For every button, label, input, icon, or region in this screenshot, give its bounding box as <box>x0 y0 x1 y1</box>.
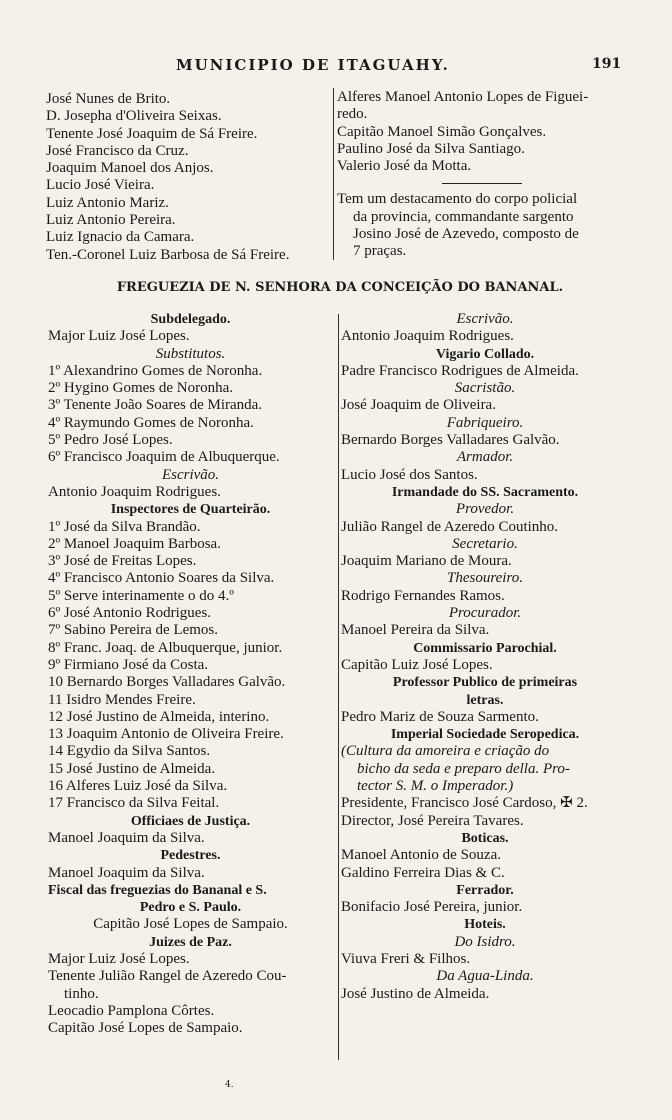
top-right-rule <box>442 183 522 184</box>
section-heading: Pedestres. <box>160 848 221 864</box>
page-number: 191 <box>592 56 622 72</box>
entry-line: 7º Sabino Pereira de Lemos. <box>48 622 219 639</box>
entry-line: Bonifacio José Pereira, junior. <box>341 899 523 916</box>
top-column-divider <box>333 88 334 260</box>
text-line: da provincia, commandante sargento <box>353 208 574 225</box>
section-heading: Inspectores de Quarteirão. <box>110 502 271 518</box>
section-heading: letras. <box>466 692 504 708</box>
role-heading: bicho da seda e preparo della. Pro- <box>357 760 570 777</box>
role-heading: (Cultura da amoreira e criação do <box>341 743 550 760</box>
entry-line: Capitão José Lopes de Sampaio. <box>48 1020 243 1037</box>
role-heading: Thesoureiro. <box>447 570 523 587</box>
top-right-column <box>337 89 627 261</box>
entry-line: Presidente, Francisco José Cardoso, ✠ 2. <box>341 795 588 812</box>
text-line: Tem um destacamento do corpo policial <box>337 191 578 208</box>
entry-line: 3º José de Freitas Lopes. <box>48 553 197 570</box>
main-left-column <box>48 311 333 1037</box>
entry-line: 16 Alferes Luiz José da Silva. <box>48 778 228 795</box>
section-heading: Juizes de Paz. <box>149 934 232 950</box>
text-line: D. Josepha d'Oliveira Seixas. <box>46 108 222 125</box>
role-heading: Fabriqueiro. <box>446 414 524 431</box>
main-right-column <box>341 311 629 1003</box>
entry-line: José Justino de Almeida. <box>341 985 490 1002</box>
role-heading: Sacristão. <box>454 380 516 397</box>
role-heading: Secretario. <box>452 535 518 552</box>
section-title: FREGUEZIA DE N. SENHORA DA CONCEIÇÃO DO BANANAL. <box>116 280 564 295</box>
entry-line: Julião Rangel de Azeredo Coutinho. <box>341 518 559 535</box>
entry-line: Antonio Joaquim Rodrigues. <box>48 483 221 500</box>
entry-line: Leocadio Pamplona Côrtes. <box>48 1002 215 1019</box>
entry-line: 13 Joaquim Antonio de Oliveira Freire. <box>48 726 284 743</box>
entry-line: 5º Serve interinamente o do 4.º <box>48 587 234 604</box>
section-heading: Officiaes de Justiça. <box>130 813 251 829</box>
entry-line: Padre Francisco Rodrigues de Almeida. <box>341 362 579 379</box>
entry-line: José Joaquim de Oliveira. <box>341 397 496 414</box>
entry-line: 2º Manoel Joaquim Barbosa. <box>48 535 221 552</box>
text-line: Luiz Antonio Mariz. <box>46 194 169 211</box>
role-heading: Armador. <box>456 449 514 466</box>
entry-line: Manoel Pereira da Silva. <box>341 622 490 639</box>
entry-line: 10 Bernardo Borges Valladares Galvão. <box>48 674 286 691</box>
entry-line: Manoel Joaquim da Silva. <box>48 864 205 881</box>
entry-line: Lucio José dos Santos. <box>341 466 478 483</box>
entry-line: 1º Alexandrino Gomes de Noronha. <box>48 362 263 379</box>
text-line: 7 praças. <box>353 243 407 260</box>
entry-line: Manoel Joaquim da Silva. <box>48 829 205 846</box>
entry-line: 2º Hygino Gomes de Noronha. <box>48 380 234 397</box>
role-heading: tinho. <box>64 985 99 1002</box>
entry-line: 3º Tenente João Soares de Miranda. <box>48 397 263 414</box>
section-heading: Pedro e S. Paulo. <box>139 900 242 916</box>
entry-line: 4º Raymundo Gomes de Noronha. <box>48 414 254 431</box>
entry-line: Bernardo Borges Valladares Galvão. <box>341 432 560 449</box>
section-heading: Commissario Parochial. <box>413 640 557 656</box>
entry-line: Tenente Julião Rangel de Azeredo Cou- <box>48 968 287 985</box>
text-line: Valerio José da Motta. <box>337 158 472 175</box>
top-left-column <box>46 91 331 264</box>
role-heading: Provedor. <box>455 501 515 518</box>
text-line: José Nunes de Brito. <box>46 91 171 107</box>
text-line: Ten.-Coronel Luiz Barbosa de Sá Freire. <box>46 246 290 263</box>
text-line: Luiz Antonio Pereira. <box>46 212 176 229</box>
text-line: Capitão Manoel Simão Gonçalves. <box>337 123 547 140</box>
entry-line: Major Luiz José Lopes. <box>48 950 190 967</box>
text-line: redo. <box>337 106 368 123</box>
entry-line: Director, José Pereira Tavares. <box>341 812 524 829</box>
entry-line: 12 José Justino de Almeida, interino. <box>48 708 270 725</box>
text-line: José Francisco da Cruz. <box>46 142 189 159</box>
entry-line: Joaquim Mariano de Moura. <box>341 553 512 570</box>
section-heading: Ferrador. <box>456 882 514 898</box>
role-heading: tector S. M. o Imperador.) <box>357 778 514 795</box>
section-heading: Fiscal das freguezias do Bananal e S. <box>48 882 267 898</box>
entry-line: Major Luiz José Lopes. <box>48 328 190 345</box>
entry-line: 14 Egydio da Silva Santos. <box>48 743 211 760</box>
entry-line: 9º Firmiano José da Costa. <box>48 656 209 673</box>
footer-mark: 4. <box>225 1080 234 1090</box>
text-line: Tenente José Joaquim de Sá Freire. <box>46 125 258 142</box>
section-heading: Vigario Collado. <box>435 346 535 362</box>
entry-line: Rodrigo Fernandes Ramos. <box>341 587 505 604</box>
entry-line: 6º Francisco Joaquim de Albuquerque. <box>48 449 280 466</box>
section-heading: Boticas. <box>461 830 509 846</box>
entry-line: 17 Francisco da Silva Feital. <box>48 795 220 812</box>
role-heading: Substitutos. <box>155 345 226 362</box>
entry-line: Viuva Freri & Filhos. <box>341 950 471 967</box>
section-heading: Subdelegado. <box>150 312 231 327</box>
entry-line: Capitão Luiz José Lopes. <box>341 656 493 673</box>
page-header <box>0 54 672 78</box>
section-heading: Imperial Sociedade Seropedica. <box>390 727 580 743</box>
entry-line: Antonio Joaquim Rodrigues. <box>341 328 514 345</box>
text-line: Joaquim Manoel dos Anjos. <box>46 160 214 177</box>
section-heading: Professor Publico de primeiras <box>392 675 578 691</box>
main-column-divider <box>338 314 339 1060</box>
entry-line: Capitão José Lopes de Sampaio. <box>93 916 288 933</box>
section-heading: Hoteis. <box>464 917 506 933</box>
text-line: Alferes Manoel Antonio Lopes de Figuei- <box>337 89 589 105</box>
text-line: Luiz Ignacio da Camara. <box>46 229 195 246</box>
text-line: Lucio José Vieira. <box>46 177 155 194</box>
role-heading: Escrivão. <box>161 466 220 483</box>
text-line: Paulino José da Silva Santiago. <box>337 140 525 157</box>
text-line: Josino José de Azevedo, composto de <box>353 226 579 243</box>
entry-line: Manoel Antonio de Souza. <box>341 847 501 864</box>
entry-line: Galdino Ferreira Dias & C. <box>341 864 505 881</box>
role-heading: Do Isidro. <box>454 933 516 950</box>
entry-line: 5º Pedro José Lopes. <box>48 432 173 449</box>
page-title: MUNICIPIO DE ITAGUAHY. <box>176 56 450 74</box>
entry-line: 11 Isidro Mendes Freire. <box>48 691 196 708</box>
role-heading: Procurador. <box>448 605 522 622</box>
entry-line: 4º Francisco Antonio Soares da Silva. <box>48 570 275 587</box>
entry-line: 15 José Justino de Almeida. <box>48 760 216 777</box>
role-heading: Escrivão. <box>456 311 514 327</box>
section-heading: Irmandade do SS. Sacramento. <box>391 484 579 500</box>
entry-line: 6º José Antonio Rodrigues. <box>48 605 211 622</box>
entry-line: 1º José da Silva Brandão. <box>48 518 201 535</box>
entry-line: Pedro Mariz de Souza Sarmento. <box>341 708 539 725</box>
role-heading: Da Agua-Linda. <box>436 968 534 985</box>
entry-line: 8º Franc. Joaq. de Albuquerque, junior. <box>48 639 283 656</box>
